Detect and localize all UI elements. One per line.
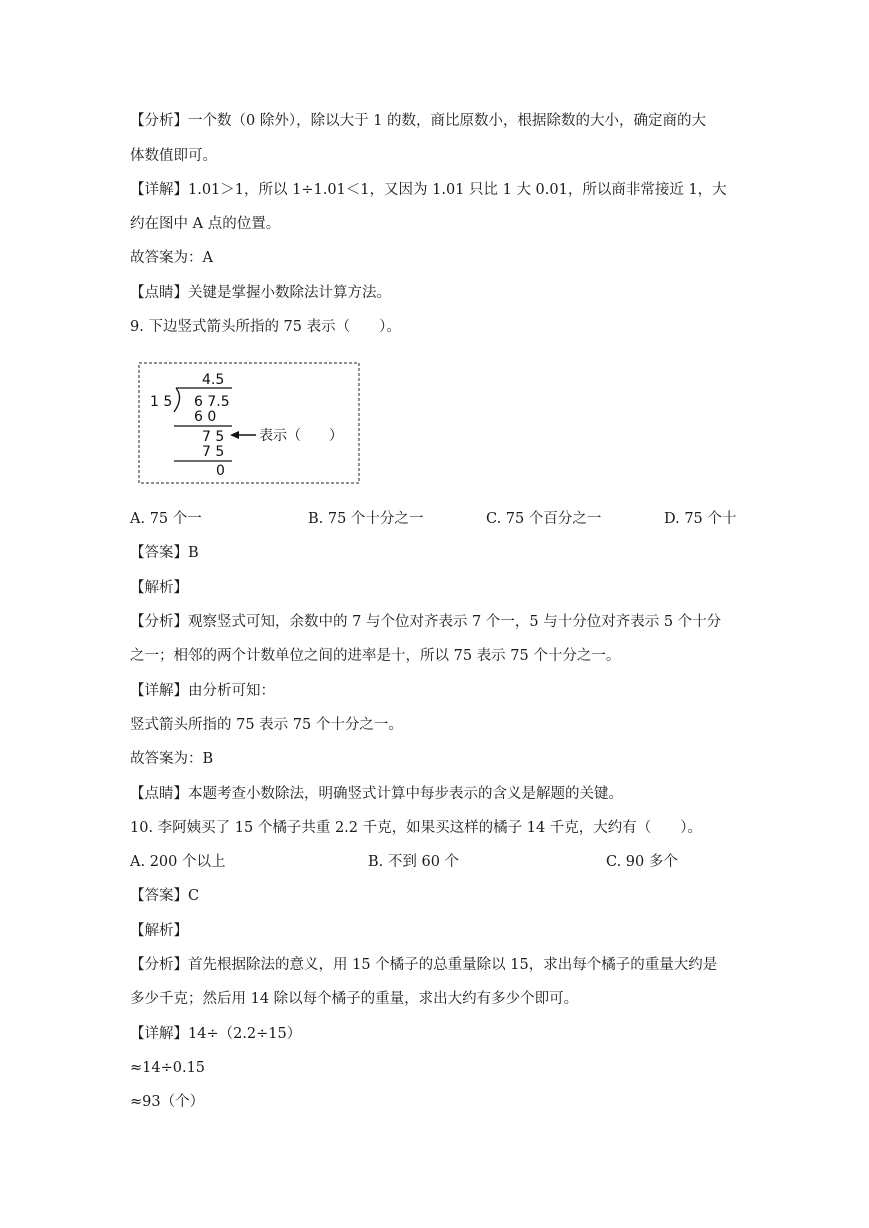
analysis-q8: 【分析】一个数（0 除外），除以大于 1 的数，商比原数小，根据除数的大小，确定商的大	[130, 113, 707, 129]
division-bracket	[174, 388, 180, 412]
comment-q9: 【点睛】本题考查小数除法，明确竖式计算中每步表示的含义是解题的关键。	[130, 786, 623, 802]
analysis-q10: 【分析】首先根据除法的意义，用 15 个橘子的总重量除以 15，求出每个橘子的重量大约是	[130, 957, 718, 973]
answer-q9: 【答案】B	[130, 545, 199, 561]
dashed-frame	[139, 363, 359, 483]
long-division-figure	[138, 362, 360, 484]
arrow-label: 表示（ ）	[259, 428, 343, 444]
quotient-text: 4.5	[202, 372, 225, 388]
long-division-svg	[138, 362, 360, 484]
detail-q9-body: 竖式箭头所指的 75 表示 75 个十分之一。	[130, 717, 403, 733]
dividend-text: 6 7.5	[194, 394, 230, 410]
answer-statement-q9: 故答案为：B	[130, 751, 214, 767]
solution-heading-q10: 【解析】	[130, 923, 188, 939]
analysis-q10-cont: 多少千克；然后用 14 除以每个橘子的重量，求出大约有多少个即可。	[130, 991, 579, 1007]
final-remainder-text: 0	[216, 463, 225, 479]
q9-option-b: B. 75 个十分之一	[308, 511, 424, 527]
q10-option-c: C. 90 多个	[606, 854, 678, 870]
divisor-text: 1 5	[150, 394, 173, 410]
analysis-q9: 【分析】观察竖式可知，余数中的 7 与个位对齐表示 7 个一，5 与十分位对齐表示 5 个十分	[130, 614, 722, 630]
detail-q8-cont: 约在图中 A 点的位置。	[130, 216, 281, 232]
first-product-text: 6 0	[194, 409, 217, 425]
detail-q8: 【详解】1.01＞1，所以 1÷1.01＜1，又因为 1.01 只比 1 大 0.01，所以商非常接近 1，大	[130, 182, 727, 198]
q10-option-b: B. 不到 60 个	[368, 854, 460, 870]
answer-q10: 【答案】C	[130, 888, 200, 904]
arrow-left-icon	[230, 431, 239, 439]
detail-q10-step1: ≈14÷0.15	[130, 1060, 206, 1076]
comment-q8: 【点睛】关键是掌握小数除法计算方法。	[130, 285, 391, 301]
q10-option-a: A. 200 个以上	[130, 854, 226, 870]
analysis-q8-cont: 体数值即可。	[130, 148, 217, 164]
second-product-text: 7 5	[202, 444, 225, 460]
question-10: 10. 李阿姨买了 15 个橘子共重 2.2 千克，如果买这样的橘子 14 千克，大约有（ ）。	[130, 820, 703, 836]
analysis-q9-cont: 之一；相邻的两个计数单位之间的进率是十，所以 75 表示 75 个十分之一。	[130, 648, 621, 664]
detail-q10-step2: ≈93（个）	[130, 1094, 205, 1110]
detail-q9: 【详解】由分析可知：	[130, 683, 275, 699]
q9-option-a: A. 75 个一	[130, 511, 202, 527]
question-9: 9. 下边竖式箭头所指的 75 表示（ ）。	[130, 319, 401, 335]
q9-option-d: D. 75 个十	[664, 511, 737, 527]
answer-statement-q8: 故答案为：A	[130, 250, 213, 266]
q9-option-c: C. 75 个百分之一	[486, 511, 602, 527]
detail-q10: 【详解】14÷（2.2÷15）	[130, 1026, 302, 1042]
solution-heading-q9: 【解析】	[130, 580, 188, 596]
remainder-75-text: 7 5	[202, 429, 225, 445]
